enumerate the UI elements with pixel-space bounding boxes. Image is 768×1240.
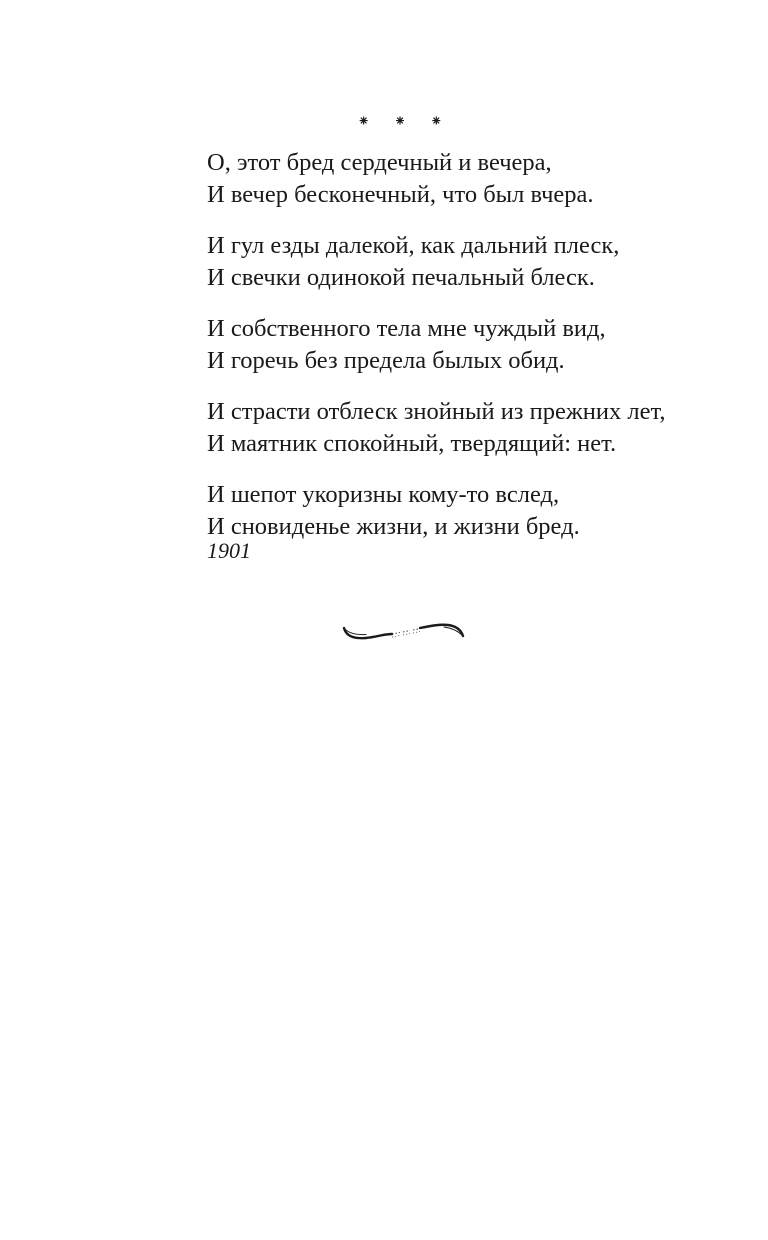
poem-year: 1901 [207, 538, 251, 563]
section-separator: ⁕ ⁕ ⁕ [357, 114, 453, 130]
poem-line: И вечер бесконечный, что был вчера. [207, 181, 594, 208]
poem-line: И страсти отблеск знойный из прежних лет, [207, 398, 666, 425]
poem-line: И горечь без предела былых обид. [207, 347, 565, 374]
poem-line: И шепот укоризны кому-то вслед, [207, 481, 560, 508]
stanza [207, 479, 747, 543]
stanza [207, 230, 747, 294]
poem-body [207, 147, 747, 562]
poem-line: И гул езды далекой, как дальний плеск, [207, 232, 620, 259]
poem-line: И маятник спокойный, твердящий: нет. [207, 430, 617, 457]
poem-line: И собственного тела мне чуждый вид, [207, 315, 606, 342]
flourish-divider-icon [340, 618, 468, 648]
poem-line: О, этот бред сердечный и вечера, [207, 149, 552, 176]
poem-line: И свечки одинокой печальный блеск. [207, 264, 595, 291]
poem-line: И сновиденье жизни, и жизни бред. [207, 513, 580, 540]
stanza [207, 313, 747, 377]
stanza [207, 147, 747, 211]
stanza [207, 396, 747, 460]
